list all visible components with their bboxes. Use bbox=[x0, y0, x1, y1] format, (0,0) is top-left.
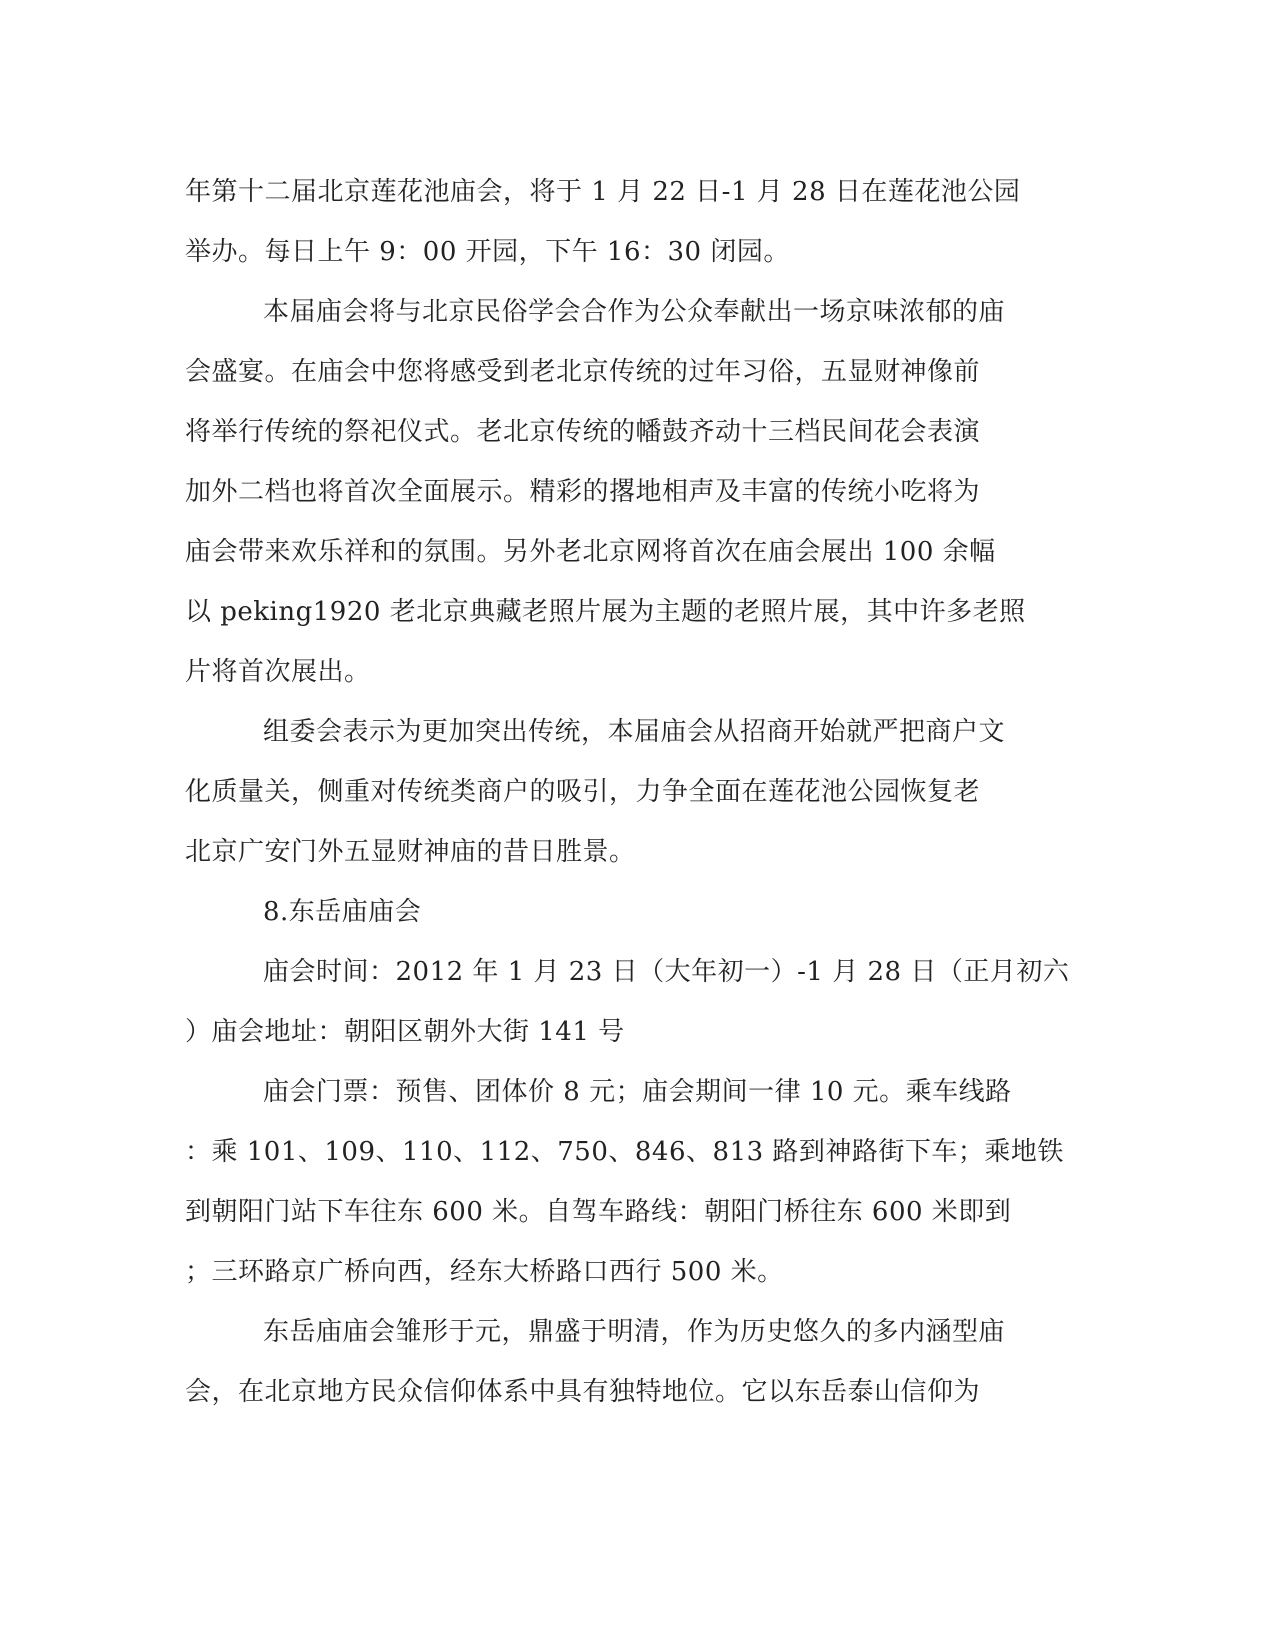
text-line: 庙会带来欢乐祥和的氛围。另外老北京网将首次在庙会展出 100 余幅 bbox=[185, 537, 996, 567]
text-line: 化质量关，侧重对传统类商户的吸引，力争全面在莲花池公园恢复老 bbox=[185, 777, 981, 807]
text-line: 年第十二届北京莲花池庙会，将于 1 月 22 日-1 月 28 日在莲花池公园 bbox=[185, 177, 1021, 207]
text-line: 北京广安门外五显财神庙的昔日胜景。 bbox=[185, 837, 636, 867]
text-line: 庙会时间：2012 年 1 月 23 日（大年初一）-1 月 28 日（正月初六 bbox=[263, 957, 1070, 987]
text-line: 片将首次展出。 bbox=[185, 657, 371, 687]
body-text bbox=[185, 162, 1070, 1422]
text-line: ；三环路京广桥向西，经东大桥路口西行 500 米。 bbox=[185, 1257, 784, 1287]
text-line: 会盛宴。在庙会中您将感受到老北京传统的过年习俗，五显财神像前 bbox=[185, 357, 981, 387]
text-line: ：乘 101、109、110、112、750、846、813 路到神路街下车；乘地铁 bbox=[185, 1137, 1064, 1167]
text-line: 将举行传统的祭祀仪式。老北京传统的幡鼓齐动十三档民间花会表演 bbox=[185, 417, 981, 447]
text-line: 到朝阳门站下车往东 600 米。自驾车路线：朝阳门桥往东 600 米即到 bbox=[185, 1197, 1012, 1227]
text-line: ）庙会地址：朝阳区朝外大街 141 号 bbox=[185, 1017, 625, 1047]
text-line: 东岳庙庙会雏形于元，鼎盛于明清，作为历史悠久的多内涵型庙 bbox=[263, 1317, 1006, 1347]
text-line: 会，在北京地方民众信仰体系中具有独特地位。它以东岳泰山信仰为 bbox=[185, 1377, 981, 1407]
text-line: 庙会门票：预售、团体价 8 元；庙会期间一律 10 元。乘车线路 bbox=[263, 1077, 1012, 1107]
section-heading: 8.东岳庙庙会 bbox=[263, 897, 422, 927]
text-line: 以 peking1920 老北京典藏老照片展为主题的老照片展，其中许多老照 bbox=[185, 597, 1026, 627]
text-line: 组委会表示为更加突出传统，本届庙会从招商开始就严把商户文 bbox=[263, 717, 1006, 747]
text-line: 本届庙会将与北京民俗学会合作为公众奉献出一场京味浓郁的庙 bbox=[263, 297, 1006, 327]
text-line: 举办。每日上午 9：00 开园，下午 16：30 闭园。 bbox=[185, 237, 790, 267]
text-line: 加外二档也将首次全面展示。精彩的撂地相声及丰富的传统小吃将为 bbox=[185, 477, 981, 507]
